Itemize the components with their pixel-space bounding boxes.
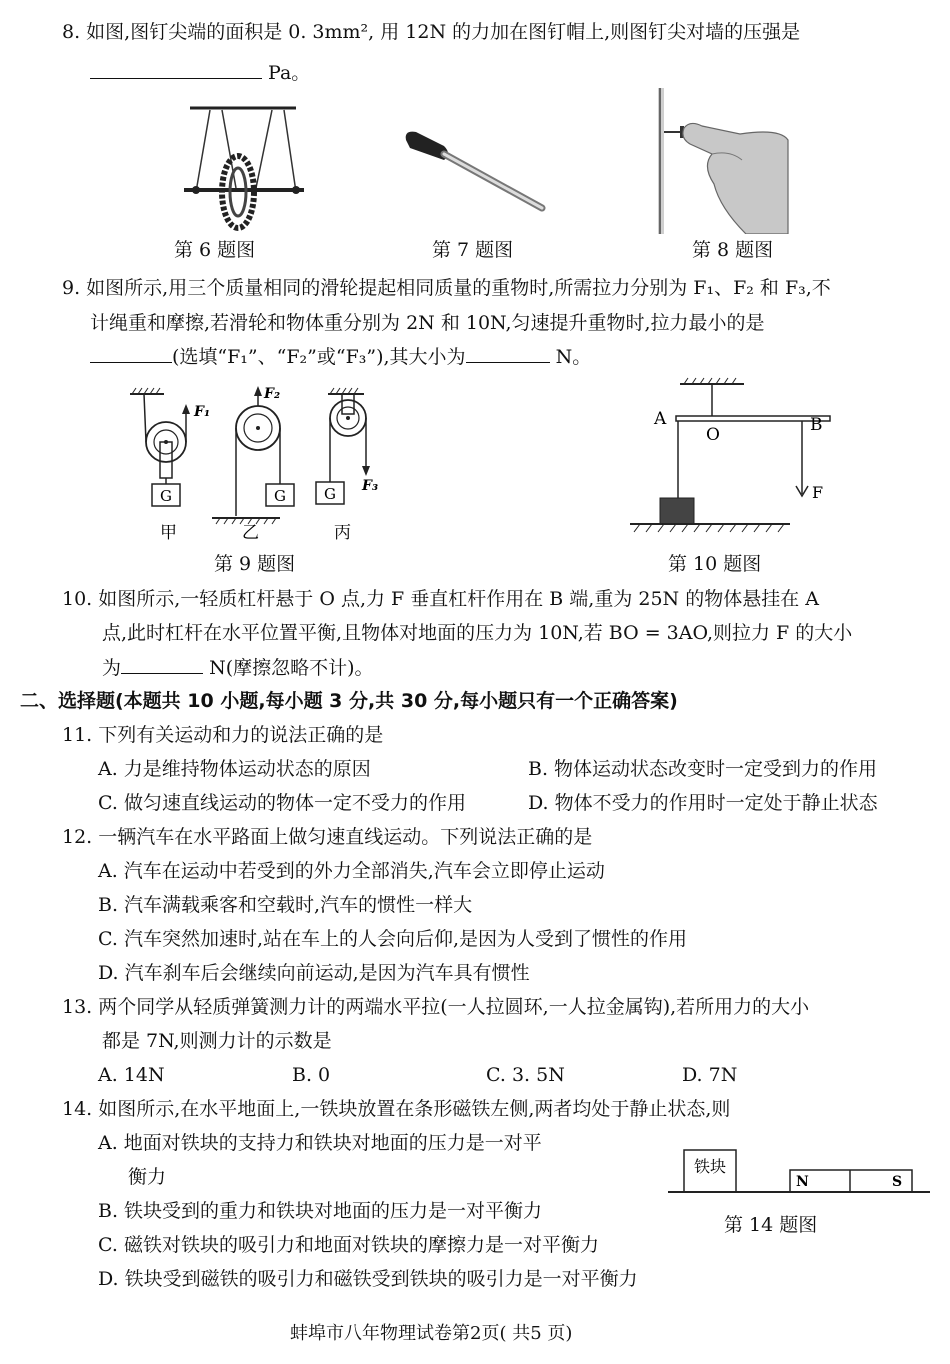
- q10-line3-pre: 为: [102, 657, 122, 679]
- fig14-iron-label: 铁块: [693, 1157, 727, 1176]
- fig9-caption: 第 9 题图: [214, 553, 296, 575]
- q9-line3-end: N。: [555, 346, 592, 368]
- fig10-caption: 第 10 题图: [668, 553, 762, 575]
- section-2-heading: 二、选择题(本题共 10 小题,每小题 3 分,共 30 分,每小题只有一个正确答案): [20, 690, 678, 712]
- q9-line3-mid: (选填“F₁”、“F₂”或“F₃”),其大小为: [172, 346, 466, 368]
- q9-answer-blank-1[interactable]: [90, 344, 172, 363]
- fig10-label-o: O: [706, 425, 720, 445]
- fig9-label-yi: 乙: [242, 523, 259, 543]
- page-footer: 蚌埠市八年物理试卷第2页( 共5 页): [290, 1323, 573, 1344]
- fig9-label-bing: 丙: [334, 523, 351, 543]
- fig6-caption: 第 6 题图: [174, 239, 256, 261]
- q14-option-b[interactable]: B. 铁块受到的重力和铁块对地面的压力是一对平衡力: [98, 1200, 543, 1222]
- fig14-caption: 第 14 题图: [724, 1214, 818, 1236]
- fig14-image: [664, 1146, 934, 1202]
- q9-line1: 9. 如图所示,用三个质量相同的滑轮提起相同质量的重物时,所需拉力分别为 F₁、F₂ 和 F₃,不: [62, 277, 831, 299]
- fig9-g-bing: G: [324, 485, 336, 503]
- fig9-image: [120, 384, 400, 544]
- q13-line1: 13. 两个同学从轻质弹簧测力计的两端水平拉(一人拉圆环,一人拉金属钩),若所用力的大小: [62, 996, 810, 1018]
- q10-line3-post: N(摩擦忽略不计)。: [209, 657, 374, 679]
- q11-option-b[interactable]: B. 物体运动状态改变时一定受到力的作用: [528, 758, 878, 780]
- fig14-s-label: S: [892, 1174, 903, 1190]
- q10-line1: 10. 如图所示,一轻质杠杆悬于 O 点,力 F 垂直杠杆作用在 B 端,重为 25N 的物体悬挂在 A: [62, 588, 819, 610]
- q14-option-c[interactable]: C. 磁铁对铁块的吸引力和地面对铁块的摩擦力是一对平衡力: [98, 1234, 599, 1256]
- q14-stem: 14. 如图所示,在水平地面上,一铁块放置在条形磁铁左侧,两者均处于静止状态,则: [62, 1098, 731, 1120]
- fig9-f1-label: F₁: [194, 404, 211, 420]
- q9-answer-blank-2[interactable]: [466, 344, 550, 363]
- q13-option-c[interactable]: C. 3. 5N: [486, 1064, 565, 1086]
- fig10-label-a: A: [654, 409, 667, 429]
- fig9-g-jia: G: [160, 487, 172, 505]
- fig9-label-jia: 甲: [160, 523, 177, 543]
- fig10-label-f: F: [812, 483, 824, 502]
- q12-stem: 12. 一辆汽车在水平路面上做匀速直线运动。下列说法正确的是: [62, 826, 593, 848]
- fig8-image: [650, 88, 790, 234]
- q13-option-b[interactable]: B. 0: [292, 1064, 331, 1086]
- q9-line2: 计绳重和摩擦,若滑轮和物体重分别为 2N 和 10N,匀速提升重物时,拉力最小的是: [90, 312, 765, 334]
- fig9-g-yi: G: [274, 487, 286, 505]
- fig10-image: [624, 376, 834, 542]
- fig10-label-b: B: [810, 415, 823, 435]
- q8-line1: 8. 如图,图钉尖端的面积是 0. 3mm², 用 12N 的力加在图钉帽上,则图钉尖对墙的压强是: [62, 21, 801, 43]
- q8-unit: Pa。: [268, 62, 311, 84]
- q14-option-d[interactable]: D. 铁块受到磁铁的吸引力和磁铁受到铁块的吸引力是一对平衡力: [98, 1268, 638, 1290]
- fig9-f2-label: F₂: [264, 386, 281, 402]
- q11-option-c[interactable]: C. 做匀速直线运动的物体一定不受力的作用: [98, 792, 466, 814]
- q12-option-c[interactable]: C. 汽车突然加速时,站在车上的人会向后仰,是因为人受到了惯性的作用: [98, 928, 688, 950]
- q12-option-d[interactable]: D. 汽车刹车后会继续向前运动,是因为汽车具有惯性: [98, 962, 530, 984]
- fig6-image: [176, 96, 316, 236]
- q14-option-a-cont: 衡力: [128, 1166, 167, 1188]
- q10-line2: 点,此时杠杆在水平位置平衡,且物体对地面的压力为 10N,若 BO = 3AO,则拉力 F 的大小: [102, 622, 853, 644]
- q14-option-a[interactable]: A. 地面对铁块的支持力和铁块对地面的压力是一对平: [98, 1132, 542, 1154]
- q11-option-d[interactable]: D. 物体不受力的作用时一定处于静止状态: [528, 792, 878, 814]
- q10-answer-blank[interactable]: [121, 655, 203, 674]
- fig9-f3-label: F₃: [362, 478, 379, 494]
- q8-answer-blank[interactable]: [90, 60, 262, 79]
- q10-line3: [102, 655, 374, 680]
- fig8-caption: 第 8 题图: [692, 239, 774, 261]
- q13-line2: 都是 7N,则测力计的示数是: [102, 1030, 332, 1052]
- q11-stem: 11. 下列有关运动和力的说法正确的是: [62, 724, 384, 746]
- fig7-caption: 第 7 题图: [432, 239, 514, 261]
- q8-line2: [90, 60, 310, 85]
- fig14-n-label: N: [796, 1174, 809, 1190]
- q11-option-a[interactable]: A. 力是维持物体运动状态的原因: [98, 758, 371, 780]
- q12-option-b[interactable]: B. 汽车满载乘客和空载时,汽车的惯性一样大: [98, 894, 473, 916]
- q13-option-d[interactable]: D. 7N: [682, 1064, 738, 1086]
- fig7-image: [400, 126, 550, 216]
- q13-option-a[interactable]: A. 14N: [98, 1064, 165, 1086]
- q12-option-a[interactable]: A. 汽车在运动中若受到的外力全部消失,汽车会立即停止运动: [98, 860, 605, 882]
- q9-line3: [90, 344, 591, 369]
